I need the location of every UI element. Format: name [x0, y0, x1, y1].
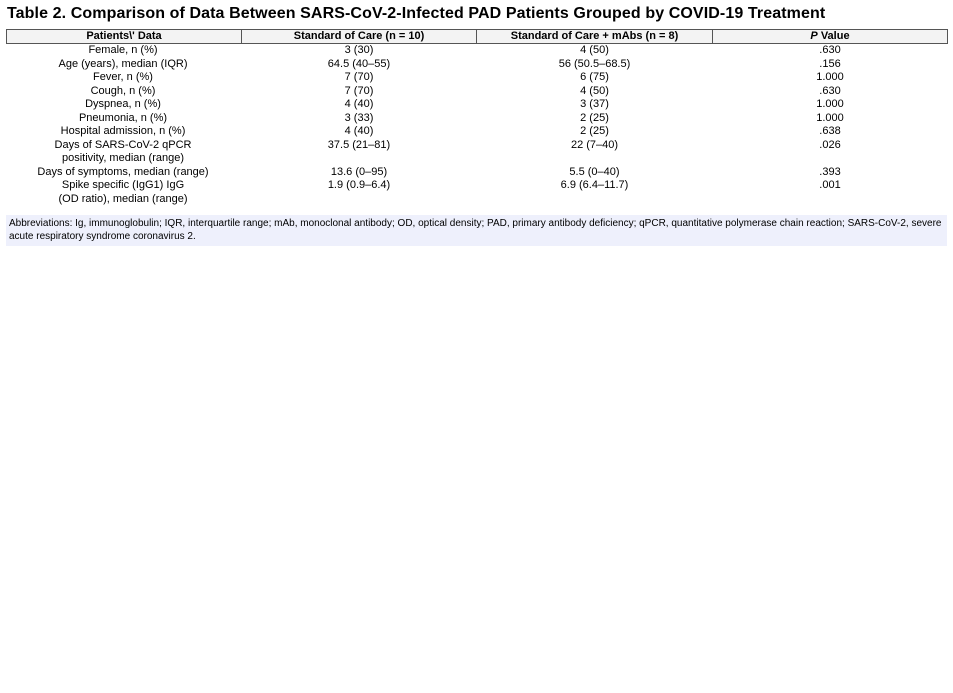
table-row: [7, 85, 948, 99]
abbreviations-footnote: Abbreviations: Ig, immunoglobulin; IQR, interquartile range; mAb, monoclonal antibody; OD, optical density; PAD, primary antibody deficiency; qPCR, quantitative polymerase chain reaction; SARS-CoV-2, severe acute respiratory syndrome coronavirus 2.: [6, 215, 947, 246]
row-label: Pneumonia, n (%): [78, 111, 168, 124]
table-row: [7, 112, 948, 126]
cell-standard-of-care: 3 (33): [344, 111, 374, 124]
row-label-line-2: positivity, median (range): [61, 152, 185, 164]
cell-standard-of-care: 4 (40): [344, 125, 374, 137]
cell-standard-of-care: 13.6 (0–95): [330, 165, 388, 178]
header-p-value: [713, 30, 948, 44]
cell-standard-of-care: 1.9 (0.9–6.4): [327, 179, 391, 191]
row-label: Dyspnea, n (%): [85, 98, 161, 110]
cell-standard-of-care: 4 (40): [344, 98, 374, 110]
row-label: Hospital admission, n (%): [60, 125, 186, 137]
cell-p-value: .156: [819, 57, 841, 70]
cell-standard-of-care: 3 (30): [344, 44, 374, 56]
cell-standard-of-care-mabs: 3 (37): [580, 98, 609, 110]
header-standard-of-care-mabs: Standard of Care + mAbs (n = 8): [477, 30, 713, 44]
cell-standard-of-care: 37.5 (21–81): [327, 138, 391, 151]
table-row: [7, 179, 948, 206]
comparison-table: [6, 29, 948, 206]
header-p-symbol: P: [810, 30, 818, 42]
table-row: [7, 166, 948, 180]
cell-p-value: .630: [819, 84, 841, 97]
table-row: [7, 71, 948, 85]
cell-p-value: 1.000: [816, 111, 844, 124]
row-label-line-1: Days of SARS-CoV-2 qPCR: [54, 138, 192, 151]
row-label: Days of symptoms, median (range): [37, 165, 209, 178]
table-title: Table 2. Comparison of Data Between SARS-CoV-2-Infected PAD Patients Grouped by COVID-19 Treatment: [7, 5, 826, 22]
row-label-line-1: Spike specific (IgG1) IgG: [61, 179, 185, 191]
row-label-line-2: (OD ratio), median (range): [58, 192, 188, 205]
cell-p-value: .001: [819, 179, 841, 191]
cell-standard-of-care-mabs: 4 (50): [580, 84, 609, 97]
cell-standard-of-care: 7 (70): [344, 84, 374, 97]
cell-standard-of-care: 64.5 (40–55): [327, 57, 391, 70]
cell-standard-of-care-mabs: 56 (50.5–68.5): [558, 57, 631, 70]
cell-standard-of-care-mabs: 2 (25): [580, 111, 609, 124]
row-label: Cough, n (%): [90, 84, 156, 97]
cell-standard-of-care-mabs: 4 (50): [580, 44, 609, 56]
cell-standard-of-care-mabs: 2 (25): [580, 125, 609, 137]
table-row: [7, 98, 948, 112]
cell-standard-of-care-mabs: 5.5 (0–40): [569, 165, 620, 178]
table-row: [7, 139, 948, 166]
table-row: [7, 44, 948, 58]
table-row: [7, 58, 948, 72]
cell-p-value: 1.000: [816, 98, 844, 110]
row-label: Fever, n (%): [93, 71, 153, 83]
header-standard-of-care: Standard of Care (n = 10): [242, 30, 477, 44]
cell-standard-of-care-mabs: 22 (7–40): [570, 138, 619, 151]
table-header-row: [7, 30, 948, 44]
row-label: Female, n (%): [88, 44, 158, 56]
row-label: [7, 179, 242, 206]
cell-p-value: 1.000: [816, 71, 844, 83]
header-patients-data: Patients\' Data: [7, 30, 242, 44]
table-row: [7, 125, 948, 139]
row-label: [7, 139, 242, 166]
cell-p-value: .026: [819, 138, 841, 151]
cell-p-value: .638: [819, 125, 841, 137]
cell-standard-of-care-mabs: 6.9 (6.4–11.7): [560, 179, 629, 191]
header-value-word: Value: [817, 30, 850, 42]
row-label: Age (years), median (IQR): [58, 57, 188, 70]
cell-standard-of-care: 7 (70): [344, 71, 374, 83]
cell-standard-of-care-mabs: 6 (75): [580, 71, 609, 83]
cell-p-value: .393: [819, 165, 841, 178]
cell-p-value: .630: [819, 44, 841, 56]
